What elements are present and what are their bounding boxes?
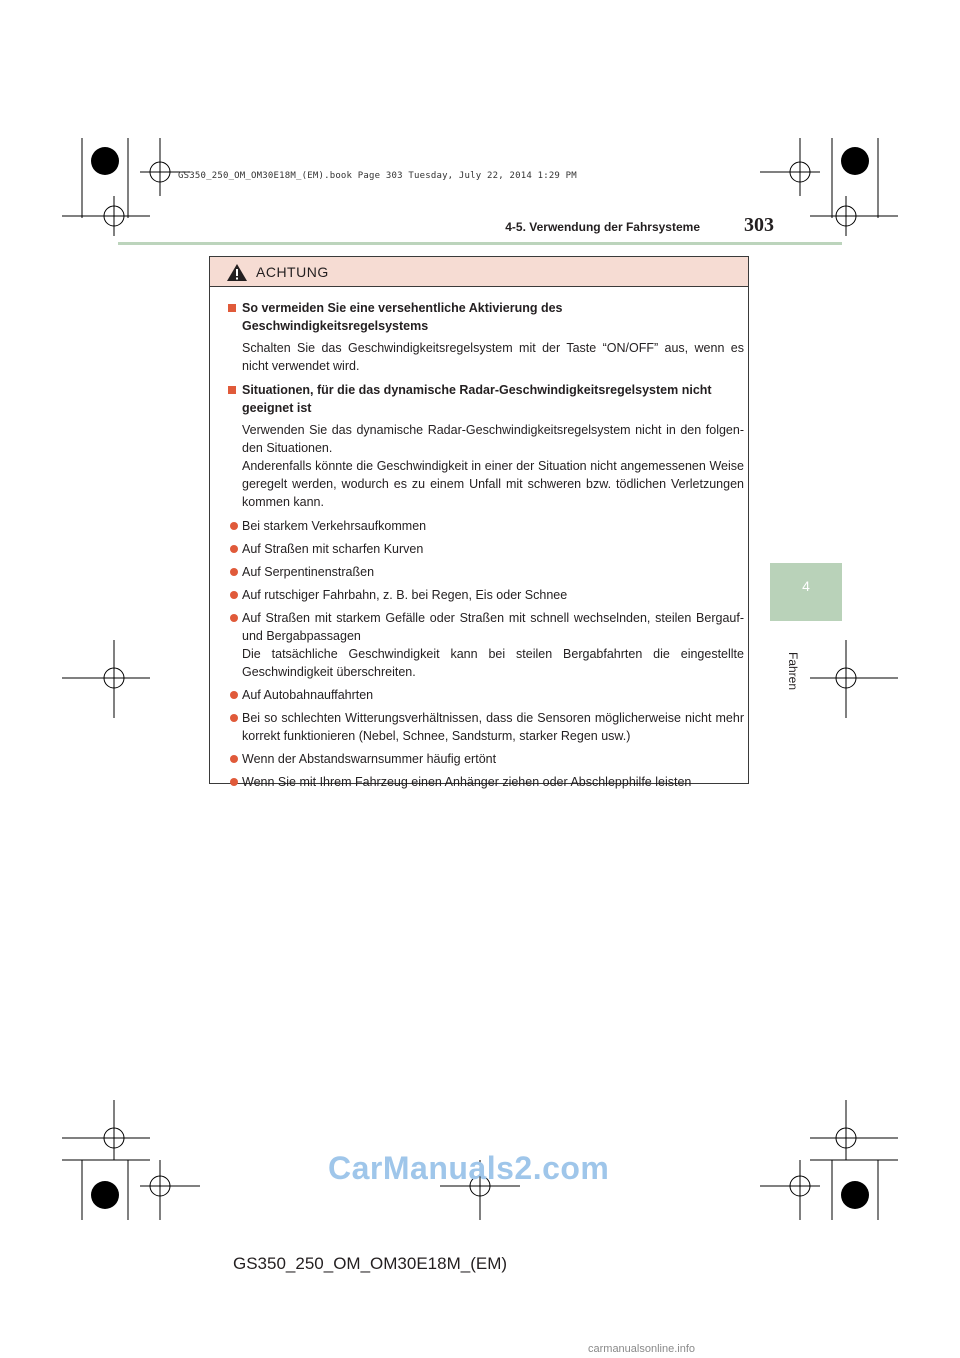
round-bullet-icon [230,591,238,599]
warning-paragraph: Schalten Sie das Geschwindigkeitsregelsystem mit der Taste “ON/OFF” aus, wenn es nicht verwendet wird. [242,341,744,373]
list-item [228,563,744,581]
watermark-link[interactable]: CarManuals2.com [328,1150,610,1186]
list-item [228,686,744,704]
header-rule [118,242,842,245]
footer-document-code: GS350_250_OM_OM30E18M_(EM) [233,1254,508,1273]
heading-text: So vermeiden Sie eine versehentliche Aktivierung des Geschwindigkeitsregelsystems [242,301,563,333]
round-bullet-icon [230,568,238,576]
list-item-text: Auf Serpentinenstraßen [242,565,375,579]
list-item [228,540,744,558]
list-item-text: Auf Straßen mit scharfen Kurven [242,542,424,556]
page-number: 303 [744,214,774,236]
section-title: 4-5. Verwendung der Fahrsysteme [505,220,700,234]
square-bullet-icon [228,386,236,394]
list-item-text: Bei starkem Verkehrsaufkommen [242,519,427,533]
round-bullet-icon [230,614,238,622]
warning-header [210,257,748,287]
list-item [228,517,744,535]
heading-text: Situationen, für die das dynamische Radar-Geschwindigkeitsregelsystem nicht geeignet ist [242,383,712,415]
list-item [228,773,744,791]
list-item-text: Wenn der Abstandswarnsummer häufig ertönt [242,752,497,766]
warning-content [228,299,744,791]
square-bullet-icon [228,304,236,312]
chapter-tab-number: 4 [802,578,810,594]
warning-paragraph: Anderenfalls könnte die Geschwindigkeit in einer der Situation nicht angemessenen Weise geregelt werden, wodurch es zu einem Unfall mit schweren bzw. tödlichen Verletzungen kommen kann. [242,459,744,509]
list-item [228,609,744,681]
round-bullet-icon [230,691,238,699]
warning-title: ACHTUNG [256,264,329,280]
list-item-text: Bei so schlechten Witterungsverhältnissen, dass die Sensoren möglicherweise nicht mehr korrekt funktionieren (Nebel, Schnee, Sandsturm, starker Regen usw.) [242,711,744,743]
warning-item-heading [228,299,744,335]
list-item [228,586,744,604]
chapter-tab-label: Fahren [786,652,800,691]
warning-item-heading [228,381,744,417]
round-bullet-icon [230,714,238,722]
warning-triangle-icon [226,263,248,282]
list-item-text: Auf rutschiger Fahrbahn, z. B. bei Regen, Eis oder Schnee [242,588,568,602]
warning-paragraph: Verwenden Sie das dynamische Radar-Geschwindigkeitsregelsystem nicht in den folgen-den Situationen. [242,423,744,455]
book-info-line: GS350_250_OM_OM30E18M_(EM).book Page 303 Tuesday, July 22, 2014 1:29 PM [178,171,577,181]
list-item [228,750,744,768]
round-bullet-icon [230,522,238,530]
warning-box [209,256,749,789]
list-item-subtext: Die tatsächliche Geschwindigkeit kann bei steilen Bergabfahrten die eingestellte Geschwindigkeit überschreiten. [242,647,744,679]
round-bullet-icon [230,778,238,786]
list-item-text: Wenn Sie mit Ihrem Fahrzeug einen Anhänger ziehen oder Abschlepphilfe leisten [242,775,692,789]
round-bullet-icon [230,545,238,553]
list-item-text: Auf Straßen mit starkem Gefälle oder Straßen mit schnell wechselnden, steilen Bergauf- und Bergabpassagen [242,611,744,643]
round-bullet-icon [230,755,238,763]
list-item [228,709,744,745]
list-item-text: Auf Autobahnauffahrten [242,688,374,702]
source-site-link[interactable]: carmanualsonline.info [588,1343,696,1355]
